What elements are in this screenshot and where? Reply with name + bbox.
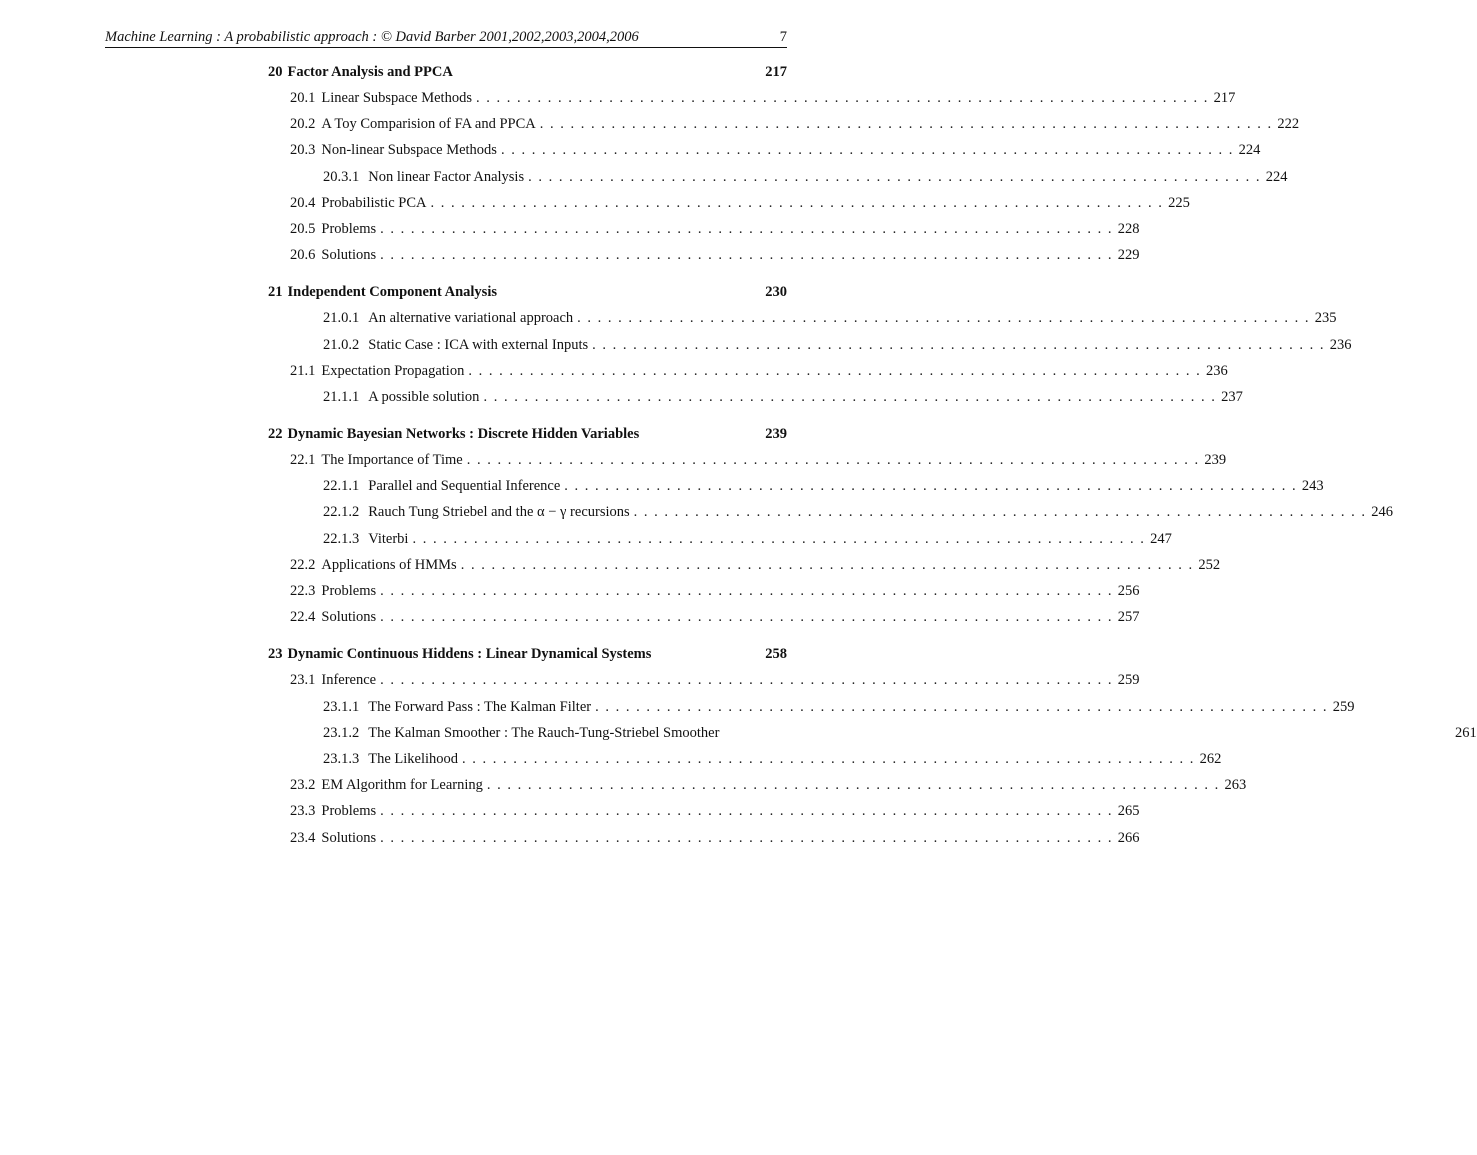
toc-section-entry[interactable] xyxy=(268,142,1261,168)
entry-page: 243 xyxy=(1301,478,1324,495)
entry-title: Problems xyxy=(321,803,377,820)
entry-title: Solutions xyxy=(321,829,377,846)
entry-page: 252 xyxy=(1198,556,1221,573)
toc-chapter xyxy=(268,426,1394,635)
entry-title: The Kalman Smoother : The Rauch-Tung-Striebel Smoother xyxy=(368,724,720,741)
toc-subsection-entry[interactable] xyxy=(268,698,1355,725)
dot-leader xyxy=(380,672,1111,689)
entry-number: 20.4 xyxy=(290,194,316,211)
entry-page: 225 xyxy=(1168,194,1190,211)
entry-page: 222 xyxy=(1277,116,1300,133)
entry-title: The Forward Pass : The Kalman Filter xyxy=(368,698,592,715)
toc-section-entry[interactable] xyxy=(268,220,1140,247)
running-header-title: Machine Learning : A probabilistic approach : © David Barber 2001,2002,2003,2004,2006 xyxy=(105,29,639,45)
chapter-page: 230 xyxy=(765,284,787,301)
entry-title: Expectation Propagation xyxy=(321,362,465,379)
dot-leader xyxy=(431,195,1162,212)
entry-number: 22.3 xyxy=(290,583,316,599)
dot-leader xyxy=(380,247,1111,264)
toc-subsection-entry[interactable] xyxy=(268,478,1324,504)
entry-page: 256 xyxy=(1117,583,1140,599)
entry-number: 22.4 xyxy=(290,609,316,626)
entry-page: 236 xyxy=(1329,336,1352,353)
entry-page: 236 xyxy=(1205,362,1228,379)
entry-title: Parallel and Sequential Inference xyxy=(368,478,561,495)
chapter-page: 239 xyxy=(765,426,787,443)
dot-leader xyxy=(380,803,1111,820)
toc-section-entry[interactable] xyxy=(268,452,1227,478)
entry-title: Solutions xyxy=(321,247,377,264)
page-number: 7 xyxy=(779,29,787,45)
toc-subsection-entry[interactable] xyxy=(268,310,1337,336)
toc-section-entry[interactable] xyxy=(268,672,1140,698)
dot-leader xyxy=(487,777,1218,794)
entry-title: Inference xyxy=(321,672,377,689)
entry-page: 229 xyxy=(1117,247,1140,264)
dot-leader xyxy=(540,116,1271,133)
dot-leader xyxy=(483,389,1214,406)
toc-subsection-entry[interactable] xyxy=(268,388,1243,415)
toc-chapter-heading[interactable] xyxy=(268,64,787,90)
toc-subsection-entry[interactable] xyxy=(268,750,1222,777)
entry-number: 23.2 xyxy=(290,777,316,794)
entry-page: 224 xyxy=(1265,168,1288,185)
entry-page: 235 xyxy=(1314,310,1337,327)
entry-page: 266 xyxy=(1117,829,1140,846)
dot-leader xyxy=(380,221,1111,238)
toc-section-entry[interactable] xyxy=(268,90,1236,116)
chapter-number: 20 xyxy=(268,64,283,80)
entry-title: Rauch Tung Striebel and the α − γ recursions xyxy=(368,504,630,521)
entry-page: 265 xyxy=(1117,803,1140,820)
toc-section-entry[interactable] xyxy=(268,803,1140,829)
entry-title: Problems xyxy=(321,220,377,237)
dot-leader xyxy=(380,830,1111,847)
chapter-title: Dynamic Continuous Hiddens : Linear Dynamical Systems xyxy=(287,646,652,663)
entry-number: 22.1.1 xyxy=(323,478,360,495)
toc-subsection-entry[interactable] xyxy=(268,168,1288,195)
entry-page: 259 xyxy=(1332,698,1355,715)
toc-chapter-heading[interactable] xyxy=(268,284,787,310)
chapter-title: Factor Analysis and PPCA xyxy=(287,64,453,80)
chapter-page: 258 xyxy=(765,646,787,663)
entry-number: 21.0.1 xyxy=(323,310,360,327)
toc-chapter xyxy=(268,284,1352,415)
toc-section-entry[interactable] xyxy=(268,829,1140,856)
toc-subsection-entry[interactable] xyxy=(268,504,1394,530)
toc-chapter xyxy=(268,646,1477,855)
entry-title: A Toy Comparision of FA and PPCA xyxy=(321,116,536,133)
dot-leader xyxy=(412,531,1143,548)
dot-leader xyxy=(380,583,1111,600)
chapter-number: 21 xyxy=(268,284,283,301)
toc-subsection-entry[interactable] xyxy=(268,336,1352,363)
table-of-contents xyxy=(268,64,1477,867)
entry-number: 22.1 xyxy=(290,452,316,469)
dot-leader xyxy=(595,699,1326,716)
toc-section-entry[interactable] xyxy=(268,777,1247,803)
entry-number: 20.5 xyxy=(290,220,316,237)
dot-leader xyxy=(467,452,1198,469)
chapter-title: Dynamic Bayesian Networks : Discrete Hidden Variables xyxy=(287,426,640,443)
entry-title: Static Case : ICA with external Inputs xyxy=(368,336,589,353)
chapter-number: 23 xyxy=(268,646,283,663)
dot-leader xyxy=(577,310,1308,327)
dot-leader xyxy=(468,363,1199,380)
entry-page: 263 xyxy=(1224,777,1247,794)
entry-page: 247 xyxy=(1150,530,1172,547)
entry-number: 23.4 xyxy=(290,829,316,846)
entry-page: 246 xyxy=(1371,504,1394,521)
toc-subsection-entry[interactable] xyxy=(268,530,1172,557)
entry-number: 23.1.2 xyxy=(323,724,360,741)
dot-leader xyxy=(564,478,1295,495)
entry-title: The Likelihood xyxy=(368,750,459,767)
entry-number: 20.1 xyxy=(290,90,316,106)
entry-page: 259 xyxy=(1117,672,1140,689)
entry-page: 261 xyxy=(1455,724,1477,741)
toc-chapter xyxy=(268,64,1300,273)
entry-number: 20.2 xyxy=(290,116,316,133)
toc-section-entry[interactable] xyxy=(268,362,1228,389)
entry-title: An alternative variational approach xyxy=(368,310,574,327)
chapter-page: 217 xyxy=(765,64,787,80)
entry-title: Non linear Factor Analysis xyxy=(368,168,525,185)
entry-number: 22.1.3 xyxy=(323,530,360,547)
entry-page: 228 xyxy=(1117,220,1140,237)
entry-number: 21.1 xyxy=(290,362,316,379)
dot-leader xyxy=(476,90,1207,107)
entry-number: 21.1.1 xyxy=(323,388,360,405)
entry-number: 21.0.2 xyxy=(323,336,360,353)
dot-leader xyxy=(462,751,1193,768)
entry-title: Solutions xyxy=(321,609,377,626)
dot-leader xyxy=(501,142,1232,159)
entry-title: Problems xyxy=(321,583,377,599)
dot-leader xyxy=(592,337,1323,354)
entry-number: 23.1.3 xyxy=(323,750,360,767)
toc-chapter-heading[interactable] xyxy=(268,426,787,452)
entry-number: 23.1 xyxy=(290,672,316,689)
entry-title: The Importance of Time xyxy=(321,452,463,469)
toc-chapter-heading[interactable] xyxy=(268,646,787,672)
entry-page: 217 xyxy=(1213,90,1236,106)
entry-number: 23.3 xyxy=(290,803,316,820)
entry-page: 239 xyxy=(1204,452,1227,469)
entry-title: Viterbi xyxy=(368,530,409,547)
toc-section-entry[interactable] xyxy=(268,194,1190,221)
entry-number: 20.6 xyxy=(290,247,316,264)
toc-section-entry[interactable] xyxy=(268,609,1140,635)
entry-title: Non-linear Subspace Methods xyxy=(321,142,497,159)
entry-title: Linear Subspace Methods xyxy=(321,90,472,106)
toc-section-entry[interactable] xyxy=(268,583,1140,609)
entry-number: 22.2 xyxy=(290,556,316,573)
chapter-title: Independent Component Analysis xyxy=(287,284,497,301)
entry-number: 22.1.2 xyxy=(323,504,360,521)
entry-title: Probabilistic PCA xyxy=(321,194,427,211)
running-header xyxy=(105,27,787,48)
entry-title: EM Algorithm for Learning xyxy=(321,777,483,794)
dot-leader xyxy=(528,169,1259,186)
entry-page: 237 xyxy=(1221,388,1243,405)
dot-leader xyxy=(634,504,1365,521)
dot-leader xyxy=(380,609,1111,626)
toc-section-entry[interactable] xyxy=(268,116,1300,142)
entry-number: 20.3.1 xyxy=(323,168,360,185)
entry-page: 257 xyxy=(1117,609,1140,626)
chapter-number: 22 xyxy=(268,426,283,443)
entry-title: A possible solution xyxy=(368,388,480,405)
entry-number: 20.3 xyxy=(290,142,316,159)
entry-title: Applications of HMMs xyxy=(321,556,457,573)
toc-section-entry[interactable] xyxy=(268,247,1140,273)
toc-section-entry[interactable] xyxy=(268,556,1221,583)
toc-subsection-entry[interactable] xyxy=(268,724,1477,751)
entry-page: 262 xyxy=(1199,750,1222,767)
dot-leader xyxy=(461,557,1192,574)
entry-number: 23.1.1 xyxy=(323,698,360,715)
entry-page: 224 xyxy=(1238,142,1261,159)
